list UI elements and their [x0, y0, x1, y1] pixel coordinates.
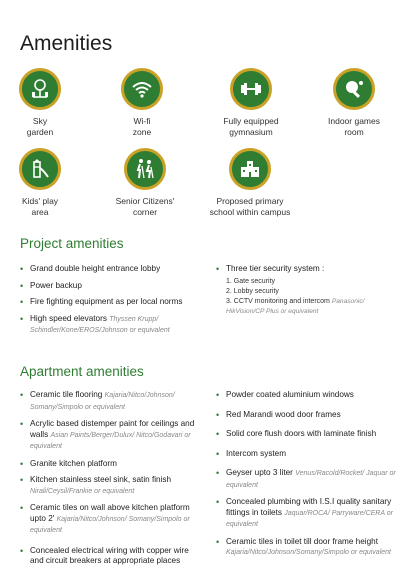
apartment-amenities-title: Apartment amenities: [20, 364, 144, 379]
item-text: Grand double height entrance lobby: [30, 264, 161, 273]
item-text: Intercom system: [226, 448, 287, 458]
brand-note: Kajaria/Nitco/Johnson/Somany/Simpolo or equivalent: [226, 549, 391, 556]
list-item: [20, 297, 200, 308]
wifi-icon: [121, 68, 163, 110]
amenity-primary-school: [200, 148, 300, 217]
brand-note: Jaquar/ROCA/ Parryware/CERA or equivalent: [226, 509, 393, 528]
amenity-label-line: Wi-fi: [133, 116, 151, 126]
item-text: Granite kitchen platform: [30, 458, 117, 468]
amenity-label-line: Senior Citizens': [115, 196, 175, 206]
item-text: Geyser upto 3 liter: [226, 468, 293, 477]
item-text: Red Marandi wood door frames: [226, 409, 341, 419]
amenity-label-line: room: [344, 126, 364, 137]
amenity-kids-play-area: [0, 148, 80, 217]
brand-note: Asian Paints/Berger/Dulux/ Nitco/Godavari or equivalent: [30, 431, 191, 450]
amenity-label-line: Indoor games: [328, 116, 380, 126]
sub-item: [226, 297, 396, 317]
item-text: Ceramic tile flooring: [30, 390, 103, 399]
school-building-icon: [229, 148, 271, 190]
amenity-label-line: Fully equipped: [223, 116, 279, 126]
project-amenities-title: Project amenities: [20, 236, 124, 251]
item-text: Ceramic tiles in toilet till door frame height: [226, 536, 378, 546]
item-text: Power backup: [30, 280, 82, 290]
amenity-label-line: garden: [26, 126, 54, 137]
list-item: [216, 537, 396, 559]
amenity-senior-citizens-corner: [105, 148, 185, 217]
project-amenities-left-list: [20, 264, 200, 337]
item-text: Three tier security system :: [226, 264, 325, 273]
table-tennis-icon: [333, 68, 375, 110]
amenity-sky-garden: [0, 68, 80, 137]
amenity-label-line: area: [31, 206, 49, 217]
brand-note: Venus/Racold/Rocket/ Jaquar or equivalent: [226, 470, 396, 489]
project-amenities-right-list: [216, 264, 396, 317]
amenity-indoor-games: [314, 68, 394, 137]
list-item: [20, 390, 202, 413]
brand-note: Nirali/Ceysil/Frankie or equivalent: [30, 487, 135, 495]
amenity-label-line: school within campus: [209, 206, 291, 217]
item-text: Acrylic based distemper paint for ceilings and walls: [30, 419, 195, 439]
list-item: [20, 264, 200, 275]
item-text: Solid core flush doors with laminate finish: [226, 429, 377, 438]
item-text: Fire fighting equipment as per local norms: [30, 297, 183, 306]
list-item: [20, 314, 200, 337]
list-item: [20, 503, 202, 537]
list-item: [20, 419, 202, 453]
elderly-people-icon: [124, 148, 166, 190]
apartment-amenities-left-list: [20, 390, 202, 567]
item-text: Concealed electrical wiring with copper wire and circuit breakers at appropriate places: [30, 545, 189, 565]
list-item: [20, 546, 202, 567]
amenity-wifi-zone: [102, 68, 182, 137]
item-text: Concealed plumbing with I.S.I quality sanitary fittings in toilets: [226, 497, 392, 517]
list-item: [216, 410, 396, 421]
amenity-label-line: gymnasium: [229, 126, 273, 137]
list-item: [216, 429, 396, 440]
list-item: [20, 281, 200, 292]
sub-item: 2. Lobby security: [226, 287, 279, 295]
item-text: High speed elevators: [30, 313, 107, 323]
list-item: [216, 449, 396, 460]
brand-note: Panasonic/ HikVision/CP Plus or equivalent: [226, 297, 365, 315]
amenity-label-line: corner: [132, 206, 158, 217]
page-title: Amenities: [20, 32, 113, 55]
amenity-gymnasium: [211, 68, 291, 137]
apartment-amenities-right-list: [216, 390, 396, 559]
amenity-label-line: zone: [132, 126, 152, 137]
item-text: Ceramic tiles on wall above kitchen platform upto 2': [30, 503, 190, 523]
item-text: Powder coated aluminium windows: [226, 390, 354, 399]
slide-playground-icon: [19, 148, 61, 190]
tree-garden-icon: [19, 68, 61, 110]
item-text: Kitchen stainless steel sink, satin finish: [30, 475, 172, 484]
sub-item-text: 3. CCTV monitoring and intercom: [226, 297, 330, 305]
list-item: [216, 264, 396, 317]
brand-note: Kajaria/Nitco/Johnson/ Somany/Simpolo or equivalent: [30, 515, 190, 534]
amenity-label-line: Kids' play: [21, 196, 59, 206]
sub-item: 1. Gate security: [226, 277, 276, 285]
list-item: [216, 468, 396, 491]
dumbbell-icon: [230, 68, 272, 110]
amenity-label-line: Sky: [32, 116, 48, 126]
brand-note: Kajaria/Nitco/Johnson/ Somany/Simpolo or equivalent: [30, 392, 175, 411]
list-item: [216, 390, 396, 401]
list-item: [20, 459, 202, 470]
list-item: [216, 497, 396, 531]
list-item: [20, 475, 202, 497]
brand-note: Thyssen Krupp/ Schindler/Kone/EROS/Johnson or equivalent: [30, 315, 170, 334]
amenity-label-line: Proposed primary: [216, 196, 284, 206]
